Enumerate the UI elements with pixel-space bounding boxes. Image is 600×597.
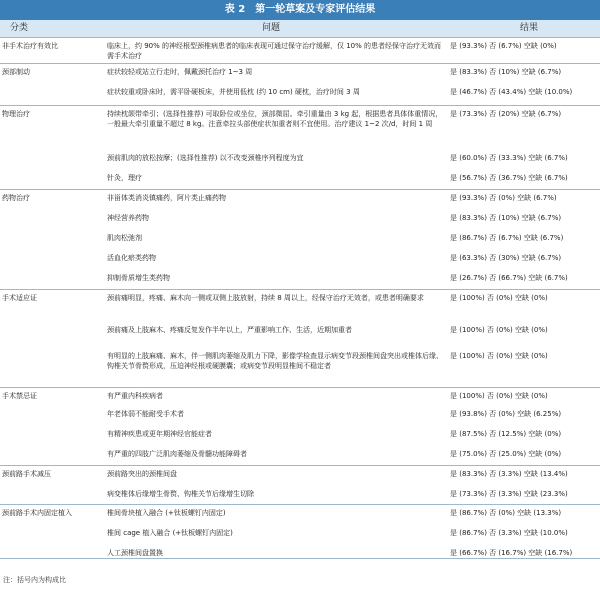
header-question: 问题 bbox=[262, 23, 281, 33]
row-result: 是 (83.3%) 否 (3.3%) 空缺 (13.4%) bbox=[448, 466, 600, 486]
row-question: 有精神疾患或更年期神经官能症者 bbox=[107, 429, 212, 438]
row-category: 手术禁忌证 bbox=[0, 388, 105, 406]
row-question: 神经营养药物 bbox=[107, 213, 149, 222]
row-category: 非手术治疗有效比 bbox=[0, 38, 105, 64]
table-row bbox=[0, 190, 600, 210]
table-row bbox=[0, 150, 600, 170]
table-row bbox=[0, 106, 600, 150]
table-row bbox=[0, 322, 600, 348]
header-category: 分类 bbox=[10, 23, 29, 33]
table-note: 注：括号内为构成比 bbox=[3, 576, 66, 584]
row-category bbox=[0, 150, 105, 170]
row-question: 颈前痛及上肢麻木、疼痛反复发作半年以上，严重影响工作、生活，近期加重者 bbox=[107, 325, 352, 334]
table-row bbox=[0, 505, 600, 525]
row-result: 是 (26.7%) 否 (66.7%) 空缺 (6.7%) bbox=[450, 273, 568, 282]
row-result: 是 (56.7%) 否 (36.7%) 空缺 (6.7%) bbox=[450, 173, 568, 182]
row-category bbox=[0, 270, 105, 290]
row-question: 抑制骨质增生类药物 bbox=[107, 273, 170, 282]
row-result: 是 (83.3%) 否 (10%) 空缺 (6.7%) bbox=[450, 213, 562, 222]
row-category bbox=[0, 322, 105, 348]
row-question: 有明显的上肢麻痛、麻木，伴一侧肌肉萎缩及肌力下降，影像学检查显示病变节段颈椎间盘突出或椎体后缘、钩椎关节骨赘形成，压迫神经根或硬膜囊；或病变节段明显椎间不稳定者 bbox=[107, 351, 443, 370]
row-result: 是 (73.3%) 否 (3.3%) 空缺 (23.3%) bbox=[450, 489, 568, 498]
row-question: 颈前路突出的颈椎间盘 bbox=[105, 466, 448, 486]
row-question: 非甾体类消炎镇痛药，阿片类止痛药物 bbox=[105, 190, 448, 210]
table-row bbox=[0, 270, 600, 290]
row-result: 是 (100%) 否 (0%) 空缺 (0%) bbox=[448, 290, 600, 322]
table-row bbox=[0, 290, 600, 322]
row-question: 椎间骨块植入融合 (+钛板螺钉内固定) bbox=[105, 505, 448, 525]
row-question: 临床上，约 90% 的神经根型颈椎病患者的临床表现可通过保守治疗缓解，仅 10% 的患者经保守治疗无效而需手术治疗 bbox=[105, 38, 448, 64]
row-category bbox=[0, 230, 105, 250]
table-row bbox=[0, 466, 600, 486]
row-question: 人工颈椎间盘置换 bbox=[105, 545, 448, 559]
row-category: 药物治疗 bbox=[0, 190, 105, 210]
table-row bbox=[0, 210, 600, 230]
row-category bbox=[0, 170, 105, 190]
row-category bbox=[0, 250, 105, 270]
row-result: 是 (86.7%) 否 (0%) 空缺 (13.3%) bbox=[448, 505, 600, 525]
table-row bbox=[0, 426, 600, 446]
table-row bbox=[0, 486, 600, 505]
row-category bbox=[0, 525, 105, 545]
row-question: 有严重的四肢广泛肌肉萎缩及骨髓功能障碍者 bbox=[107, 449, 247, 458]
row-result: 是 (46.7%) 否 (43.4%) 空缺 (10.0%) bbox=[450, 87, 573, 96]
row-question: 病变椎体后缘增生骨赘、钩椎关节后缘增生切除 bbox=[107, 489, 254, 498]
row-result: 是 (86.7%) 否 (3.3%) 空缺 (10.0%) bbox=[450, 528, 568, 537]
row-category bbox=[0, 84, 105, 106]
row-result: 是 (93.3%) 否 (6.7%) 空缺 (0%) bbox=[448, 38, 600, 64]
header-result: 结果 bbox=[520, 23, 539, 33]
row-category: 颈前路手术内固定植入 bbox=[0, 505, 105, 525]
row-result: 是 (60.0%) 否 (33.3%) 空缺 (6.7%) bbox=[450, 153, 568, 162]
table-title: 表 2 第一轮草案及专家评估结果 bbox=[0, 0, 600, 20]
row-category bbox=[0, 406, 105, 426]
row-result: 是 (86.7%) 否 (6.7%) 空缺 (6.7%) bbox=[450, 233, 564, 242]
row-category: 物理治疗 bbox=[0, 106, 105, 150]
table-row bbox=[0, 64, 600, 84]
row-result: 是 (100%) 否 (0%) 空缺 (0%) bbox=[448, 388, 600, 406]
row-question: 症状较重或卧床时，需平卧硬板床，并使用低枕 (约 10 cm) 硬枕，治疗时间 3 周 bbox=[107, 87, 360, 96]
row-result: 是 (93.3%) 否 (0%) 空缺 (6.7%) bbox=[448, 190, 600, 210]
table-row bbox=[0, 230, 600, 250]
results-table bbox=[0, 37, 600, 559]
results-table-body bbox=[0, 38, 600, 559]
row-result: 是 (73.3%) 否 (20%) 空缺 (6.7%) bbox=[448, 106, 600, 150]
table-row bbox=[0, 348, 600, 388]
row-category: 颈前路手术减压 bbox=[0, 466, 105, 486]
row-result: 是 (87.5%) 否 (12.5%) 空缺 (0%) bbox=[450, 429, 562, 438]
row-question: 活血化瘀类药物 bbox=[107, 253, 156, 262]
table-row bbox=[0, 250, 600, 270]
row-question: 持续枕颌带牵引；(选择性推荐) 可取卧位或坐位，颈部微屈。牵引重量由 3 kg 起，根据患者具体体重情况，一般最大牵引重量不超过 8 kg。注意牵拉头部使症状加重者则不宜使用。治疗建议 1~2 次/d，时间 1 周 bbox=[105, 106, 448, 150]
row-question: 颈前肌肉的放松按摩；(选择性推荐) 以不改变颈椎序列程度为宜 bbox=[107, 153, 304, 162]
row-question: 针灸，理疗 bbox=[107, 173, 142, 182]
row-result: 是 (63.3%) 否 (30%) 空缺 (6.7%) bbox=[450, 253, 562, 262]
row-category bbox=[0, 446, 105, 466]
row-result: 是 (100%) 否 (0%) 空缺 (0%) bbox=[450, 351, 548, 360]
row-question: 肌肉松弛剂 bbox=[107, 233, 142, 242]
table-row bbox=[0, 84, 600, 106]
row-result: 是 (66.7%) 否 (16.7%) 空缺 (16.7%) bbox=[448, 545, 600, 559]
row-category: 颈部制动 bbox=[0, 64, 105, 84]
row-result: 是 (75.0%) 否 (25.0%) 空缺 (0%) bbox=[450, 449, 562, 458]
table-header bbox=[0, 20, 600, 37]
table-row bbox=[0, 388, 600, 406]
row-question: 颈前痛明显，疼痛、麻木向一侧或双侧上肢放射，持续 8 周以上，经保守治疗无效者，或患者明确要求 bbox=[105, 290, 448, 322]
row-question: 症状较轻或站立行走时，佩戴颈托治疗 1~3 周 bbox=[105, 64, 448, 84]
row-category: 手术适应证 bbox=[0, 290, 105, 322]
table-row bbox=[0, 545, 600, 559]
row-question: 椎间 cage 植入融合 (+钛板螺钉内固定) bbox=[107, 528, 233, 537]
row-category bbox=[0, 545, 105, 559]
row-category bbox=[0, 426, 105, 446]
row-category bbox=[0, 486, 105, 505]
table-row bbox=[0, 406, 600, 426]
row-category bbox=[0, 348, 105, 388]
row-result: 是 (83.3%) 否 (10%) 空缺 (6.7%) bbox=[448, 64, 600, 84]
row-result: 是 (100%) 否 (0%) 空缺 (0%) bbox=[450, 325, 548, 334]
table-row bbox=[0, 170, 600, 190]
row-question: 年老体弱不能耐受手术者 bbox=[107, 409, 184, 418]
table-row bbox=[0, 525, 600, 545]
table-row bbox=[0, 446, 600, 466]
row-result: 是 (93.8%) 否 (0%) 空缺 (6.25%) bbox=[450, 409, 562, 418]
row-question: 有严重内科疾病者 bbox=[105, 388, 448, 406]
table-row bbox=[0, 38, 600, 64]
row-category bbox=[0, 210, 105, 230]
